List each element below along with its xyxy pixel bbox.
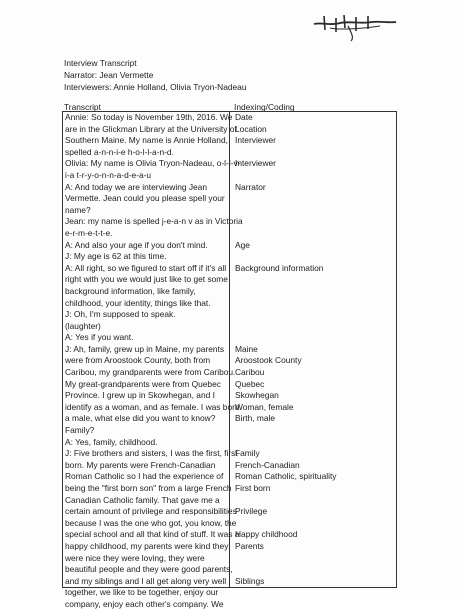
column-header-transcript: Transcript (64, 102, 101, 112)
coding-entry: French-Canadian (235, 459, 300, 470)
coding-entry: Interviewer (235, 158, 276, 169)
coding-entry (235, 587, 395, 599)
coding-entry (235, 251, 395, 263)
coding-entry: Caribou (235, 367, 265, 378)
transcript-line: company, enjoy each other's company. We (65, 598, 224, 609)
transcript-line: J: My age is 62 at this time. (65, 251, 167, 262)
transcript-line: (laughter) (65, 320, 101, 331)
document-header (64, 57, 246, 94)
transcript-line: were nice they were loving, they were (65, 552, 205, 563)
coding-entry: Roman Catholic, spirituality (235, 471, 337, 482)
coding-entry (235, 228, 395, 240)
coding-entry (235, 518, 395, 530)
transcript-line: e-r-m-e-t-t-e. (65, 227, 113, 238)
coding-entry: Aroostook County (235, 355, 302, 366)
coding-entry (235, 332, 395, 344)
coding-entry (235, 599, 395, 611)
coding-entry: Background information (235, 262, 324, 273)
signature-mark (310, 12, 400, 42)
coding-entry (235, 553, 395, 565)
coding-entry (235, 216, 395, 228)
transcript-line: happy childhood, my parents were kind they (65, 540, 229, 551)
transcript-line: Province. I grew up in Skowhegan, and I (65, 390, 215, 401)
transcript-line: A: Yes, family, childhood. (65, 436, 158, 447)
transcript-line: and my siblings and I all get along very well (65, 575, 227, 586)
coding-entry: Location (235, 123, 267, 134)
coding-entry (235, 286, 395, 298)
coding-entry: Interviewer (235, 135, 276, 146)
column-header-coding: Indexing/Coding (234, 102, 295, 112)
transcript-line: Southern Maine. My name is Annie Holland, (65, 135, 228, 146)
transcript-line: a male, what else did you want to know? (65, 413, 216, 424)
coding-entry: Date (235, 112, 253, 122)
coding-entry: Happy childhood (235, 529, 298, 540)
coding-entry (235, 495, 395, 507)
coding-entry: First born (235, 483, 271, 493)
transcript-line: identify as a woman, and as female. I was born (65, 401, 240, 412)
coding-entry: Narrator (235, 181, 266, 192)
transcript-column (65, 112, 243, 611)
transcript-line: Vermette. Jean could you please spell your (65, 193, 225, 204)
transcript-line: beautiful people and they were good parents, (65, 564, 233, 575)
transcript-line: Roman Catholic so I had the experience of (65, 471, 224, 482)
transcript-line: J: Five brothers and sisters, I was the first, first (65, 448, 238, 459)
transcript-line: J: Ah, family, grew up in Maine, my parents (65, 343, 225, 354)
transcript-line: because I was the one who got, you know, the (65, 517, 237, 528)
coding-entry (235, 205, 395, 217)
transcript-line: being the "first born son" from a large French (65, 483, 232, 493)
transcript-line: are in the Glickman Library at the University of (65, 123, 237, 134)
transcript-line: name? (65, 204, 91, 215)
transcript-line: Canadian Catholic family. That gave me a (65, 494, 220, 505)
coding-entry: Quebec (235, 378, 265, 389)
transcript-line: A: And today we are interviewing Jean (65, 181, 207, 192)
coding-entry: Parents (235, 540, 264, 551)
transcript-line: right with you we would just like to get some (65, 274, 228, 285)
transcript-line: A: And also your age if you don't mind. (65, 239, 208, 250)
coding-entry (235, 274, 395, 286)
coding-entry (235, 564, 395, 576)
transcript-line: A: All right, so we figured to start off if it's all (65, 262, 227, 273)
transcript-line: My great-grandparents were from Quebec (65, 378, 221, 389)
transcript-line: i-a t-r-y-o-n-n-a-d-e-a-u (65, 169, 152, 180)
interviewers-line: Interviewers: Annie Holland, Olivia Tryon-Nadeau (64, 82, 247, 93)
coding-entry: Siblings (235, 575, 265, 586)
coding-entry: Privilege (235, 506, 268, 517)
coding-entry (235, 425, 395, 437)
coding-entry (235, 437, 395, 449)
coding-entry: Woman, female (235, 401, 294, 412)
transcript-line: J: Oh, I'm supposed to speak. (65, 309, 176, 320)
document-title: Interview Transcript (64, 58, 137, 68)
coding-entry (235, 321, 395, 333)
coding-entry: Family (235, 448, 260, 459)
transcript-line: born. My parents were French-Canadian (65, 459, 216, 470)
transcript-line: Jean: my name is spelled j-e-a-n v as in Victoria (65, 216, 243, 227)
coding-entry (235, 298, 395, 310)
coding-entry (235, 147, 395, 159)
transcript-line: special school and all that kind of stuff. It was a (65, 529, 240, 540)
transcript-line: A: Yes if you want. (65, 332, 134, 343)
transcript-line: Annie: So today is November 19th, 2016. We (65, 112, 233, 122)
coding-entry: Age (235, 239, 250, 250)
transcript-line: Caribou, my grandparents were from Caribou. (65, 367, 236, 378)
coding-column (235, 112, 395, 611)
coding-entry: Birth, male (235, 413, 276, 424)
transcript-line: Family? (65, 425, 95, 436)
transcript-line: childhood, your identity, things like that. (65, 297, 211, 308)
coding-entry (235, 170, 395, 182)
transcript-line: spelled a-n-n-i-e h-o-l-l-a-n-d. (65, 146, 174, 157)
transcript-line: together, we like to be together, enjoy our (65, 587, 219, 598)
transcript-line: background information, like family, (65, 285, 196, 296)
coding-entry: Skowhegan (235, 390, 279, 401)
coding-entry (235, 309, 395, 321)
transcript-line: Olivia: My name is Olivia Tryon-Nadeau, o-l-i-v- (65, 158, 241, 169)
transcript-line: certain amount of privilege and responsibilities (65, 506, 237, 517)
narrator-line: Narrator: Jean Vermette (64, 70, 154, 81)
coding-entry: Maine (235, 343, 258, 354)
transcript-line: were from Aroostook County, both from (65, 355, 211, 366)
coding-entry (235, 193, 395, 205)
